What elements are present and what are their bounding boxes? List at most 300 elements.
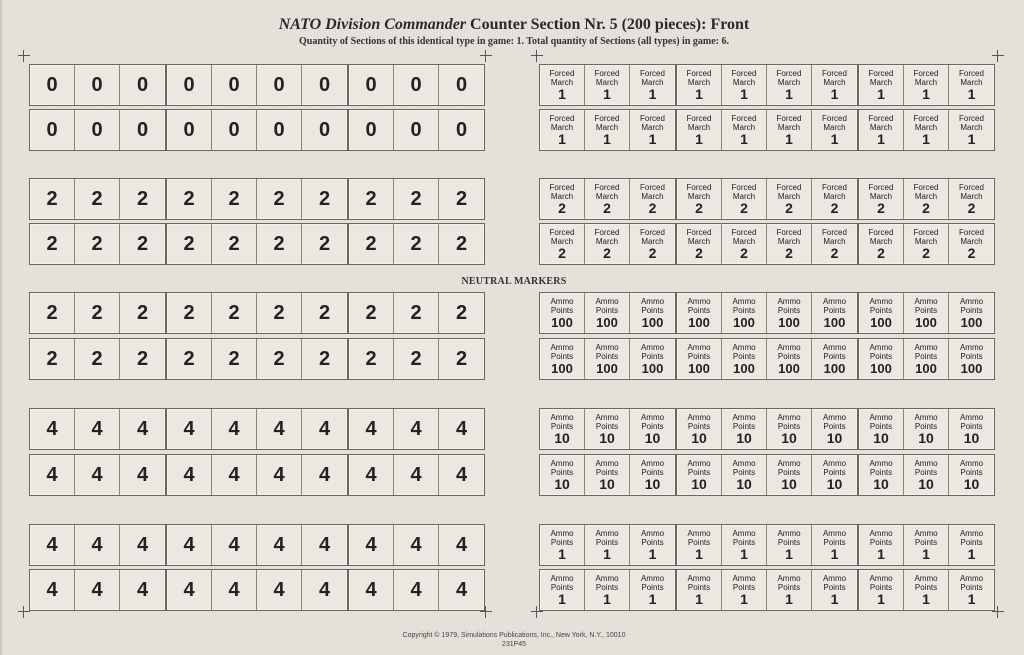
marker-label: Forced xyxy=(776,113,802,123)
marker-label: Points xyxy=(732,537,756,547)
forced-march-counter xyxy=(722,65,767,105)
marker-label: Ammo xyxy=(777,573,801,583)
forced-march-counter xyxy=(677,110,722,150)
marker-label: Ammo xyxy=(777,342,801,352)
counter-strip xyxy=(166,64,348,106)
marker-value: 10 xyxy=(873,475,889,492)
marker-label: Ammo xyxy=(732,412,756,422)
marker-value: 2 xyxy=(648,199,657,216)
marker-value: 2 xyxy=(695,199,703,216)
marker-label: Points xyxy=(823,305,846,315)
marker-label: March xyxy=(595,122,619,132)
counter-strip xyxy=(29,292,166,334)
counter-strip xyxy=(166,178,348,220)
marker-value: 10 xyxy=(781,475,797,492)
marker-label: March xyxy=(732,236,756,246)
marker-label: Points xyxy=(550,467,574,477)
forced-march-counter xyxy=(812,224,857,264)
marker-value: 1 xyxy=(830,590,839,607)
counter-strip xyxy=(29,569,166,611)
numeral-counter: 2 xyxy=(75,179,120,219)
marker-label: March xyxy=(550,236,574,246)
numeral-counter: 4 xyxy=(349,570,394,610)
marker-label: Points xyxy=(595,305,619,315)
marker-value: 1 xyxy=(785,590,793,607)
marker-label: Forced xyxy=(959,113,984,123)
counter-strip xyxy=(858,292,995,334)
marker-label: March xyxy=(641,236,664,246)
forced-march-counter xyxy=(812,179,857,219)
counter-strip xyxy=(166,292,348,334)
forced-march-counter xyxy=(904,65,949,105)
crop-mark xyxy=(531,606,543,618)
forced-march-counter xyxy=(859,179,904,219)
counter-strip xyxy=(539,408,676,450)
marker-value: 1 xyxy=(695,590,703,607)
numeral-counter: 0 xyxy=(167,65,212,105)
numeral-counter: 4 xyxy=(136,578,149,601)
forced-march-counter xyxy=(677,179,722,219)
marker-label: March xyxy=(641,122,664,132)
marker-label: Forced xyxy=(594,68,620,78)
marker-label: Points xyxy=(914,537,938,547)
numeral-counter: 0 xyxy=(394,110,439,150)
marker-value: 100 xyxy=(960,314,983,330)
marker-label: Ammo xyxy=(687,528,711,538)
marker-label: March xyxy=(869,191,893,201)
right-counter-row xyxy=(539,109,995,151)
marker-label: Ammo xyxy=(732,342,756,352)
marker-label: Forced xyxy=(913,227,939,237)
counter-strip xyxy=(858,569,995,611)
marker-label: Points xyxy=(777,467,801,477)
marker-value: 2 xyxy=(648,244,657,261)
marker-label: Forced xyxy=(686,227,712,237)
marker-value: 100 xyxy=(870,360,892,376)
numeral-counter: 4 xyxy=(212,570,257,610)
marker-label: Ammo xyxy=(914,528,938,538)
numeral-counter: 4 xyxy=(136,463,149,486)
counter-strip xyxy=(858,408,995,450)
numeral-counter: 2 xyxy=(318,301,331,324)
numeral-counter: 4 xyxy=(75,570,120,610)
numeral-counter: 4 xyxy=(167,570,212,610)
marker-label: Ammo xyxy=(550,528,574,538)
marker-value: 1 xyxy=(695,130,703,147)
ammo-points-counter xyxy=(585,455,630,495)
numeral-counter: 4 xyxy=(257,525,302,565)
marker-label: March xyxy=(687,191,711,201)
marker-label: Forced xyxy=(913,113,939,123)
marker-value: 100 xyxy=(733,314,755,330)
marker-value: 10 xyxy=(873,429,889,446)
marker-value: 2 xyxy=(785,244,793,261)
marker-label: March xyxy=(687,122,711,132)
marker-value: 100 xyxy=(596,314,618,330)
forced-march-counter xyxy=(540,110,585,150)
counter-strip xyxy=(676,223,858,265)
marker-label: Ammo xyxy=(869,528,893,538)
counter-strip xyxy=(539,109,676,151)
forced-march-counter xyxy=(722,224,767,264)
numeral-counter: 2 xyxy=(30,179,75,219)
counter-strip xyxy=(166,338,348,380)
marker-label: Ammo xyxy=(595,412,619,422)
numeral-counter: 0 xyxy=(318,73,331,96)
marker-label: Ammo xyxy=(595,458,619,468)
right-counter-row xyxy=(539,292,995,334)
marker-label: Ammo xyxy=(914,458,938,468)
marker-label: March xyxy=(687,236,711,246)
marker-value: 2 xyxy=(785,199,793,216)
marker-label: March xyxy=(960,122,983,132)
ammo-points-counter xyxy=(949,339,994,379)
marker-label: Ammo xyxy=(869,458,893,468)
marker-value: 100 xyxy=(688,360,710,376)
ammo-points-counter xyxy=(722,570,767,610)
marker-label: March xyxy=(550,191,574,201)
forced-march-counter xyxy=(904,224,949,264)
ammo-points-counter xyxy=(630,409,675,449)
marker-label: Ammo xyxy=(687,412,711,422)
marker-value: 1 xyxy=(740,85,748,102)
marker-label: Forced xyxy=(776,68,802,78)
numeral-counter: 2 xyxy=(30,293,75,333)
marker-label: Forced xyxy=(686,113,712,123)
marker-value: 1 xyxy=(740,545,748,562)
marker-value: 2 xyxy=(558,244,566,261)
marker-label: Ammo xyxy=(640,458,665,468)
marker-label: Forced xyxy=(959,68,984,78)
marker-label: Points xyxy=(595,582,619,592)
ammo-points-counter xyxy=(812,455,857,495)
counter-strip xyxy=(676,109,858,151)
ammo-points-counter xyxy=(630,293,675,333)
marker-label: Forced xyxy=(686,182,712,192)
ammo-points-counter xyxy=(859,455,904,495)
marker-label: Forced xyxy=(686,68,712,78)
marker-label: March xyxy=(960,77,983,87)
marker-label: March xyxy=(960,236,983,246)
marker-label: Points xyxy=(777,351,801,361)
counter-strip xyxy=(29,109,166,151)
marker-value: 10 xyxy=(691,429,707,446)
numeral-counter: 4 xyxy=(167,525,212,565)
marker-value: 1 xyxy=(648,590,657,607)
numeral-counter: 2 xyxy=(136,301,149,324)
numeral-counter: 4 xyxy=(318,417,331,440)
marker-label: Points xyxy=(641,305,664,315)
counter-strip xyxy=(166,408,348,450)
numeral-counter: 2 xyxy=(212,339,257,379)
marker-label: Forced xyxy=(822,113,847,123)
numeral-counter: 2 xyxy=(136,232,149,255)
marker-label: Ammo xyxy=(595,342,619,352)
numeral-counter: 4 xyxy=(455,533,468,556)
marker-label: Ammo xyxy=(822,412,847,422)
marker-label: Ammo xyxy=(914,296,938,306)
marker-label: Ammo xyxy=(640,528,665,538)
ammo-points-counter xyxy=(859,525,904,565)
marker-value: 2 xyxy=(877,199,885,216)
marker-label: March xyxy=(550,77,574,87)
marker-label: Ammo xyxy=(777,528,801,538)
marker-label: March xyxy=(869,77,893,87)
numeral-counter: 4 xyxy=(30,570,75,610)
counter-strip xyxy=(539,524,676,566)
numeral-counter: 2 xyxy=(318,232,331,255)
ammo-points-counter xyxy=(904,339,949,379)
marker-label: Ammo xyxy=(914,412,938,422)
marker-value: 1 xyxy=(967,130,976,147)
marker-label: Ammo xyxy=(732,573,756,583)
numeral-counter: 2 xyxy=(167,339,212,379)
marker-label: March xyxy=(732,122,756,132)
ammo-points-counter xyxy=(540,293,585,333)
marker-value: 1 xyxy=(877,130,885,147)
marker-label: Forced xyxy=(731,68,757,78)
crop-mark xyxy=(18,50,30,62)
marker-label: Points xyxy=(823,582,846,592)
counter-strip xyxy=(539,64,676,106)
marker-value: 100 xyxy=(596,360,618,376)
ammo-points-counter xyxy=(630,455,675,495)
counter-strip xyxy=(348,178,485,220)
right-counter-row xyxy=(539,64,995,106)
numeral-counter: 0 xyxy=(455,73,468,96)
marker-label: Points xyxy=(777,421,801,431)
marker-label: Forced xyxy=(822,227,847,237)
numeral-counter: 2 xyxy=(75,339,120,379)
marker-label: Ammo xyxy=(959,573,984,583)
ammo-points-counter xyxy=(812,409,857,449)
marker-label: Ammo xyxy=(869,412,893,422)
marker-value: 1 xyxy=(740,130,748,147)
marker-value: 1 xyxy=(785,545,793,562)
marker-label: Ammo xyxy=(822,573,847,583)
numeral-counter: 2 xyxy=(394,224,439,264)
marker-label: Ammo xyxy=(732,458,756,468)
marker-value: 1 xyxy=(648,85,657,102)
numeral-counter: 4 xyxy=(136,417,149,440)
marker-label: Ammo xyxy=(687,573,711,583)
marker-value: 100 xyxy=(551,360,573,376)
ammo-points-counter xyxy=(767,339,812,379)
forced-march-counter xyxy=(540,65,585,105)
numeral-counter: 2 xyxy=(257,293,302,333)
numeral-counter: 0 xyxy=(318,118,331,141)
ammo-points-counter xyxy=(859,293,904,333)
ammo-points-counter xyxy=(949,293,994,333)
marker-label: Ammo xyxy=(732,296,756,306)
marker-label: March xyxy=(960,191,983,201)
marker-label: Ammo xyxy=(640,412,665,422)
forced-march-counter xyxy=(630,224,675,264)
marker-value: 10 xyxy=(691,475,707,492)
numeral-counter: 4 xyxy=(212,409,257,449)
marker-label: Ammo xyxy=(595,528,619,538)
forced-march-counter xyxy=(722,179,767,219)
crop-mark xyxy=(480,50,492,62)
marker-value: 2 xyxy=(967,244,976,261)
ammo-points-counter xyxy=(540,525,585,565)
marker-label: Points xyxy=(960,421,983,431)
ammo-points-counter xyxy=(585,293,630,333)
ammo-points-counter xyxy=(677,293,722,333)
marker-value: 100 xyxy=(778,314,800,330)
marker-label: Ammo xyxy=(777,458,801,468)
ammo-points-counter xyxy=(630,570,675,610)
numeral-counter: 4 xyxy=(136,533,149,556)
forced-march-counter xyxy=(904,110,949,150)
marker-label: Ammo xyxy=(822,528,847,538)
counter-strip xyxy=(858,223,995,265)
forced-march-counter xyxy=(630,110,675,150)
numeral-counter: 4 xyxy=(349,409,394,449)
marker-label: Ammo xyxy=(640,573,665,583)
marker-label: Points xyxy=(595,537,619,547)
numeral-counter: 4 xyxy=(30,525,75,565)
numeral-counter: 4 xyxy=(349,525,394,565)
forced-march-counter xyxy=(585,65,630,105)
marker-value: 10 xyxy=(918,475,934,492)
marker-value: 1 xyxy=(967,85,976,102)
numeral-counter: 2 xyxy=(257,339,302,379)
marker-label: Points xyxy=(914,582,938,592)
ammo-points-counter xyxy=(767,525,812,565)
marker-label: Points xyxy=(550,351,574,361)
numeral-counter: 2 xyxy=(394,179,439,219)
marker-value: 2 xyxy=(740,244,748,261)
counter-strip xyxy=(29,178,166,220)
marker-label: March xyxy=(687,77,711,87)
marker-label: Points xyxy=(550,421,574,431)
marker-value: 1 xyxy=(830,545,839,562)
marker-value: 100 xyxy=(688,314,710,330)
forced-march-counter xyxy=(767,110,812,150)
forced-march-counter xyxy=(949,110,994,150)
marker-label: March xyxy=(914,122,938,132)
ammo-points-counter xyxy=(585,339,630,379)
numeral-counter: 4 xyxy=(394,409,439,449)
ammo-points-counter xyxy=(812,525,857,565)
forced-march-counter xyxy=(585,110,630,150)
right-counter-row xyxy=(539,178,995,220)
crop-mark xyxy=(18,606,30,618)
ammo-points-counter xyxy=(904,455,949,495)
numeral-counter: 2 xyxy=(349,293,394,333)
numeral-counter: 0 xyxy=(257,110,302,150)
forced-march-counter xyxy=(859,65,904,105)
marker-label: Points xyxy=(869,582,893,592)
numeral-counter: 2 xyxy=(257,224,302,264)
marker-label: Forced xyxy=(594,227,620,237)
marker-label: Forced xyxy=(959,227,984,237)
counter-strip xyxy=(348,569,485,611)
marker-label: March xyxy=(732,77,756,87)
numeral-counter: 2 xyxy=(212,179,257,219)
numeral-counter: 0 xyxy=(455,118,468,141)
ammo-points-counter xyxy=(630,339,675,379)
numeral-counter: 4 xyxy=(257,455,302,495)
forced-march-counter xyxy=(949,224,994,264)
ammo-points-counter xyxy=(540,409,585,449)
marker-label: Forced xyxy=(868,68,894,78)
title-section-text: Counter Section Nr. 5 (200 pieces): Front xyxy=(470,16,750,33)
marker-value: 1 xyxy=(648,545,657,562)
numeral-counter: 2 xyxy=(455,187,468,210)
marker-label: Points xyxy=(687,467,711,477)
counter-strip xyxy=(676,408,858,450)
counter-strip xyxy=(166,223,348,265)
right-counter-row xyxy=(539,223,995,265)
ammo-points-counter xyxy=(904,409,949,449)
marker-label: Points xyxy=(641,582,664,592)
numeral-counter: 2 xyxy=(30,224,75,264)
counter-strip xyxy=(348,408,485,450)
forced-march-counter xyxy=(540,224,585,264)
marker-label: March xyxy=(777,122,801,132)
forced-march-counter xyxy=(949,65,994,105)
ammo-points-counter xyxy=(585,409,630,449)
marker-label: Forced xyxy=(731,227,757,237)
marker-value: 100 xyxy=(870,314,892,330)
marker-label: Forced xyxy=(640,182,665,192)
marker-label: March xyxy=(869,122,893,132)
marker-value: 10 xyxy=(826,429,843,446)
numeral-counter: 0 xyxy=(394,65,439,105)
marker-value: 1 xyxy=(922,590,930,607)
marker-value: 1 xyxy=(922,85,930,102)
marker-value: 10 xyxy=(554,429,570,446)
marker-label: Points xyxy=(732,467,756,477)
numeral-counter: 4 xyxy=(30,409,75,449)
numeral-counter: 0 xyxy=(349,65,394,105)
numeral-counter: 2 xyxy=(75,293,120,333)
marker-label: Ammo xyxy=(959,296,984,306)
marker-label: March xyxy=(914,236,938,246)
counter-strip xyxy=(858,178,995,220)
crop-mark xyxy=(992,50,1004,62)
numeral-counter: 0 xyxy=(212,65,257,105)
marker-label: Points xyxy=(960,467,983,477)
ammo-points-counter xyxy=(722,293,767,333)
ammo-points-counter xyxy=(767,293,812,333)
marker-label: Points xyxy=(823,467,846,477)
numeral-counter: 2 xyxy=(167,179,212,219)
ammo-points-counter xyxy=(677,570,722,610)
counter-strip xyxy=(858,454,995,496)
marker-label: Points xyxy=(869,421,893,431)
marker-label: Points xyxy=(960,305,983,315)
marker-value: 10 xyxy=(736,475,752,492)
numeral-counter: 2 xyxy=(455,232,468,255)
marker-label: Forced xyxy=(913,182,939,192)
forced-march-counter xyxy=(812,110,857,150)
marker-label: March xyxy=(641,191,664,201)
marker-label: Points xyxy=(914,305,938,315)
marker-label: Ammo xyxy=(640,296,665,306)
marker-label: Points xyxy=(732,305,756,315)
numeral-counter: 2 xyxy=(136,347,149,370)
marker-label: Ammo xyxy=(550,412,574,422)
counter-strip xyxy=(348,64,485,106)
marker-label: Points xyxy=(914,351,938,361)
numeral-counter: 4 xyxy=(455,463,468,486)
marker-value: 10 xyxy=(599,429,615,446)
crop-mark xyxy=(531,50,543,62)
counter-strip xyxy=(858,64,995,106)
